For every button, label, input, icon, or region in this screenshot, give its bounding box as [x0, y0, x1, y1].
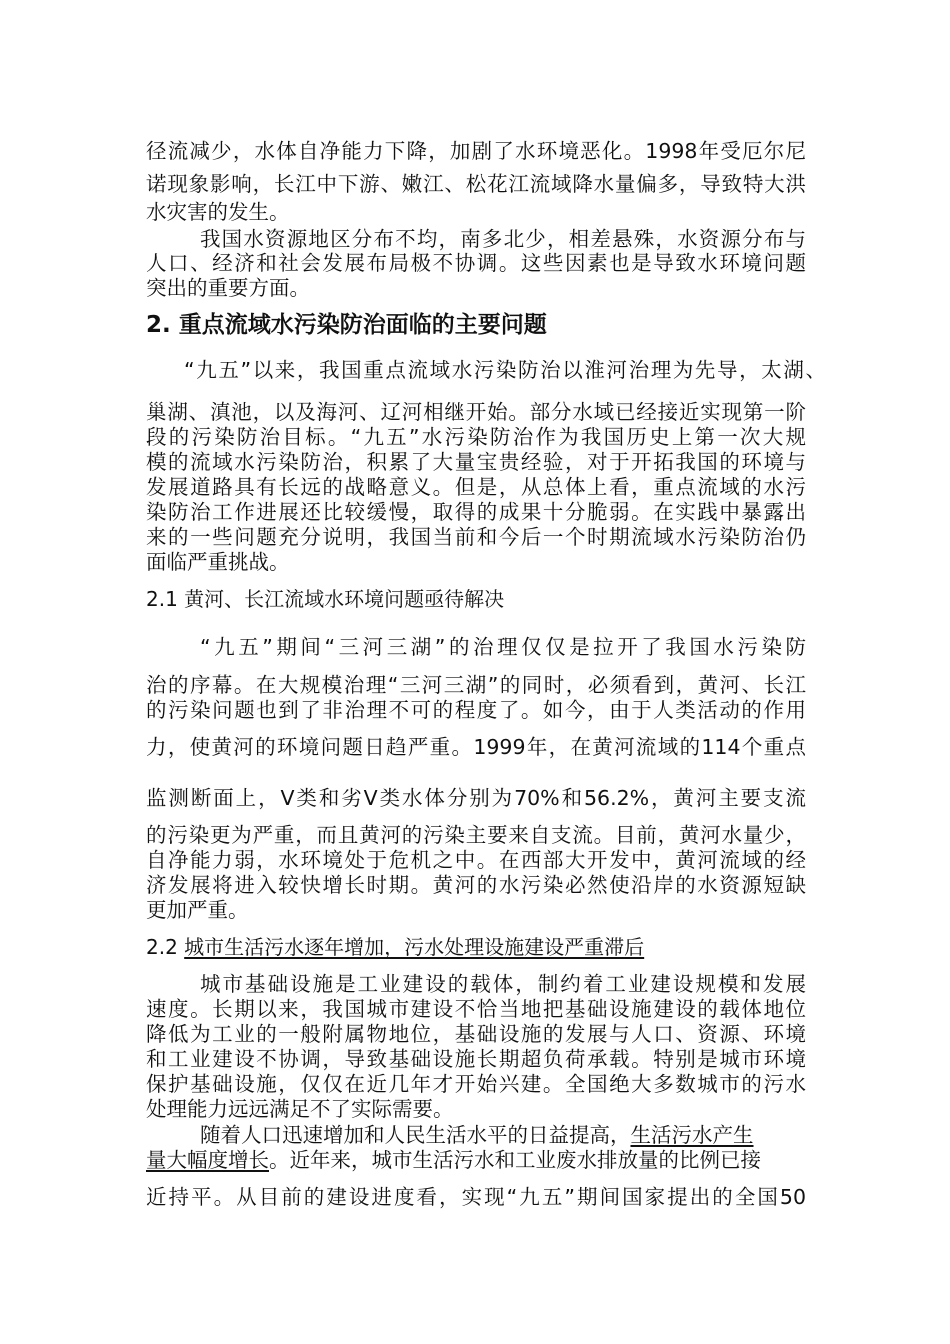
text-line: 处理能力远远满足不了实际需要。 [146, 1097, 454, 1121]
text-line: 近持平。从目前的建设进度看，实现“九五”期间国家提出的全国50 [146, 1185, 806, 1209]
text-line: 人口、经济和社会发展布局极不协调。这些因素也是导致水环境问题 [146, 251, 806, 275]
text-line: 的污染问题也到了非治理不可的程度了。如今，由于人类活动的作用 [146, 698, 806, 722]
text-line: 济发展将进入较快增长时期。黄河的水污染必然使沿岸的水资源短缺 [146, 873, 806, 897]
text-line: 城市基础设施是工业建设的载体，制约着工业建设规模和发展 [200, 972, 806, 996]
subsection-title: 城市生活污水逐年增加，污水处理设施建设严重滞后 [184, 935, 645, 959]
text-span: 。近年来，城市生活污水和工业废水排放量的比例已接 [269, 1148, 761, 1172]
text-line: “九五”期间“三河三湖”的治理仅仅是拉开了我国水污染防 [200, 635, 806, 659]
text-span: 随着人口迅速增加和人民生活水平的日益提高， [200, 1123, 631, 1147]
underlined-text: 生活污水产生 [630, 1123, 754, 1147]
text-line: 径流减少，水体自净能力下降，加剧了水环境恶化。1998年受厄尔尼 [146, 139, 806, 163]
text-line: 我国水资源地区分布不均，南多北少，相差悬殊，水资源分布与 [200, 227, 806, 251]
text-line: 监测断面上，V类和劣V类水体分别为70%和56.2%，黄河主要支流 [146, 786, 806, 810]
text-line: 水灾害的发生。 [146, 200, 290, 224]
text-line: 段的污染防治目标。“九五”水污染防治作为我国历史上第一次大规 [146, 425, 806, 449]
text-line: 发展道路具有长远的战略意义。但是，从总体上看，重点流域的水污 [146, 475, 806, 499]
text-line: 和工业建设不协调，导致基础设施长期超负荷承载。特别是城市环境 [146, 1047, 806, 1071]
text-line: 速度。长期以来，我国城市建设不恰当地把基础设施建设的载体地位 [146, 997, 806, 1021]
text-line: 降低为工业的一般附属物地位，基础设施的发展与人口、资源、环境 [146, 1022, 806, 1046]
text-line: 的污染更为严重，而且黄河的污染主要来自支流。目前，黄河水量少， [146, 823, 806, 847]
text-line: “九五”以来，我国重点流域水污染防治以淮河治理为先导，太湖、 [184, 358, 826, 382]
text-line: 染防治工作进展还比较缓慢，取得的成果十分脆弱。在实践中暴露出 [146, 500, 806, 524]
subsection-number: 2.2 [146, 935, 185, 959]
text-line [200, 1122, 806, 1148]
text-line: 治的序幕。在大规模治理“三河三湖”的同时，必须看到，黄河、长江 [146, 673, 806, 697]
text-line: 更加严重。 [146, 898, 249, 922]
underlined-text: 量大幅度增长 [146, 1148, 269, 1172]
text-line: 自净能力弱，水环境处于危机之中。在西部大开发中，黄河流域的经 [146, 848, 806, 872]
section-heading: 2. 重点流域水污染防治面临的主要问题 [146, 312, 547, 338]
text-line: 诺现象影响，长江中下游、嫩江、松花江流域降水量偏多，导致特大洪 [146, 172, 806, 196]
text-line: 来的一些问题充分说明，我国当前和今后一个时期流域水污染防治仍 [146, 525, 806, 549]
text-line: 力，使黄河的环境问题日趋严重。1999年，在黄河流域的114个重点 [146, 735, 806, 759]
text-line: 突出的重要方面。 [146, 276, 310, 300]
text-line: 面临严重挑战。 [146, 550, 290, 574]
text-line: 模的流域水污染防治，积累了大量宝贵经验，对于开拓我国的环境与 [146, 450, 806, 474]
text-line [146, 1147, 806, 1173]
subsection-heading: 2.1 黄河、长江流域水环境问题亟待解决 [146, 587, 505, 611]
text-line: 保护基础设施，仅仅在近几年才开始兴建。全国绝大多数城市的污水 [146, 1072, 806, 1096]
text-line: 巢湖、滇池，以及海河、辽河相继开始。部分水域已经接近实现第一阶 [146, 400, 806, 424]
subsection-heading [146, 934, 644, 960]
